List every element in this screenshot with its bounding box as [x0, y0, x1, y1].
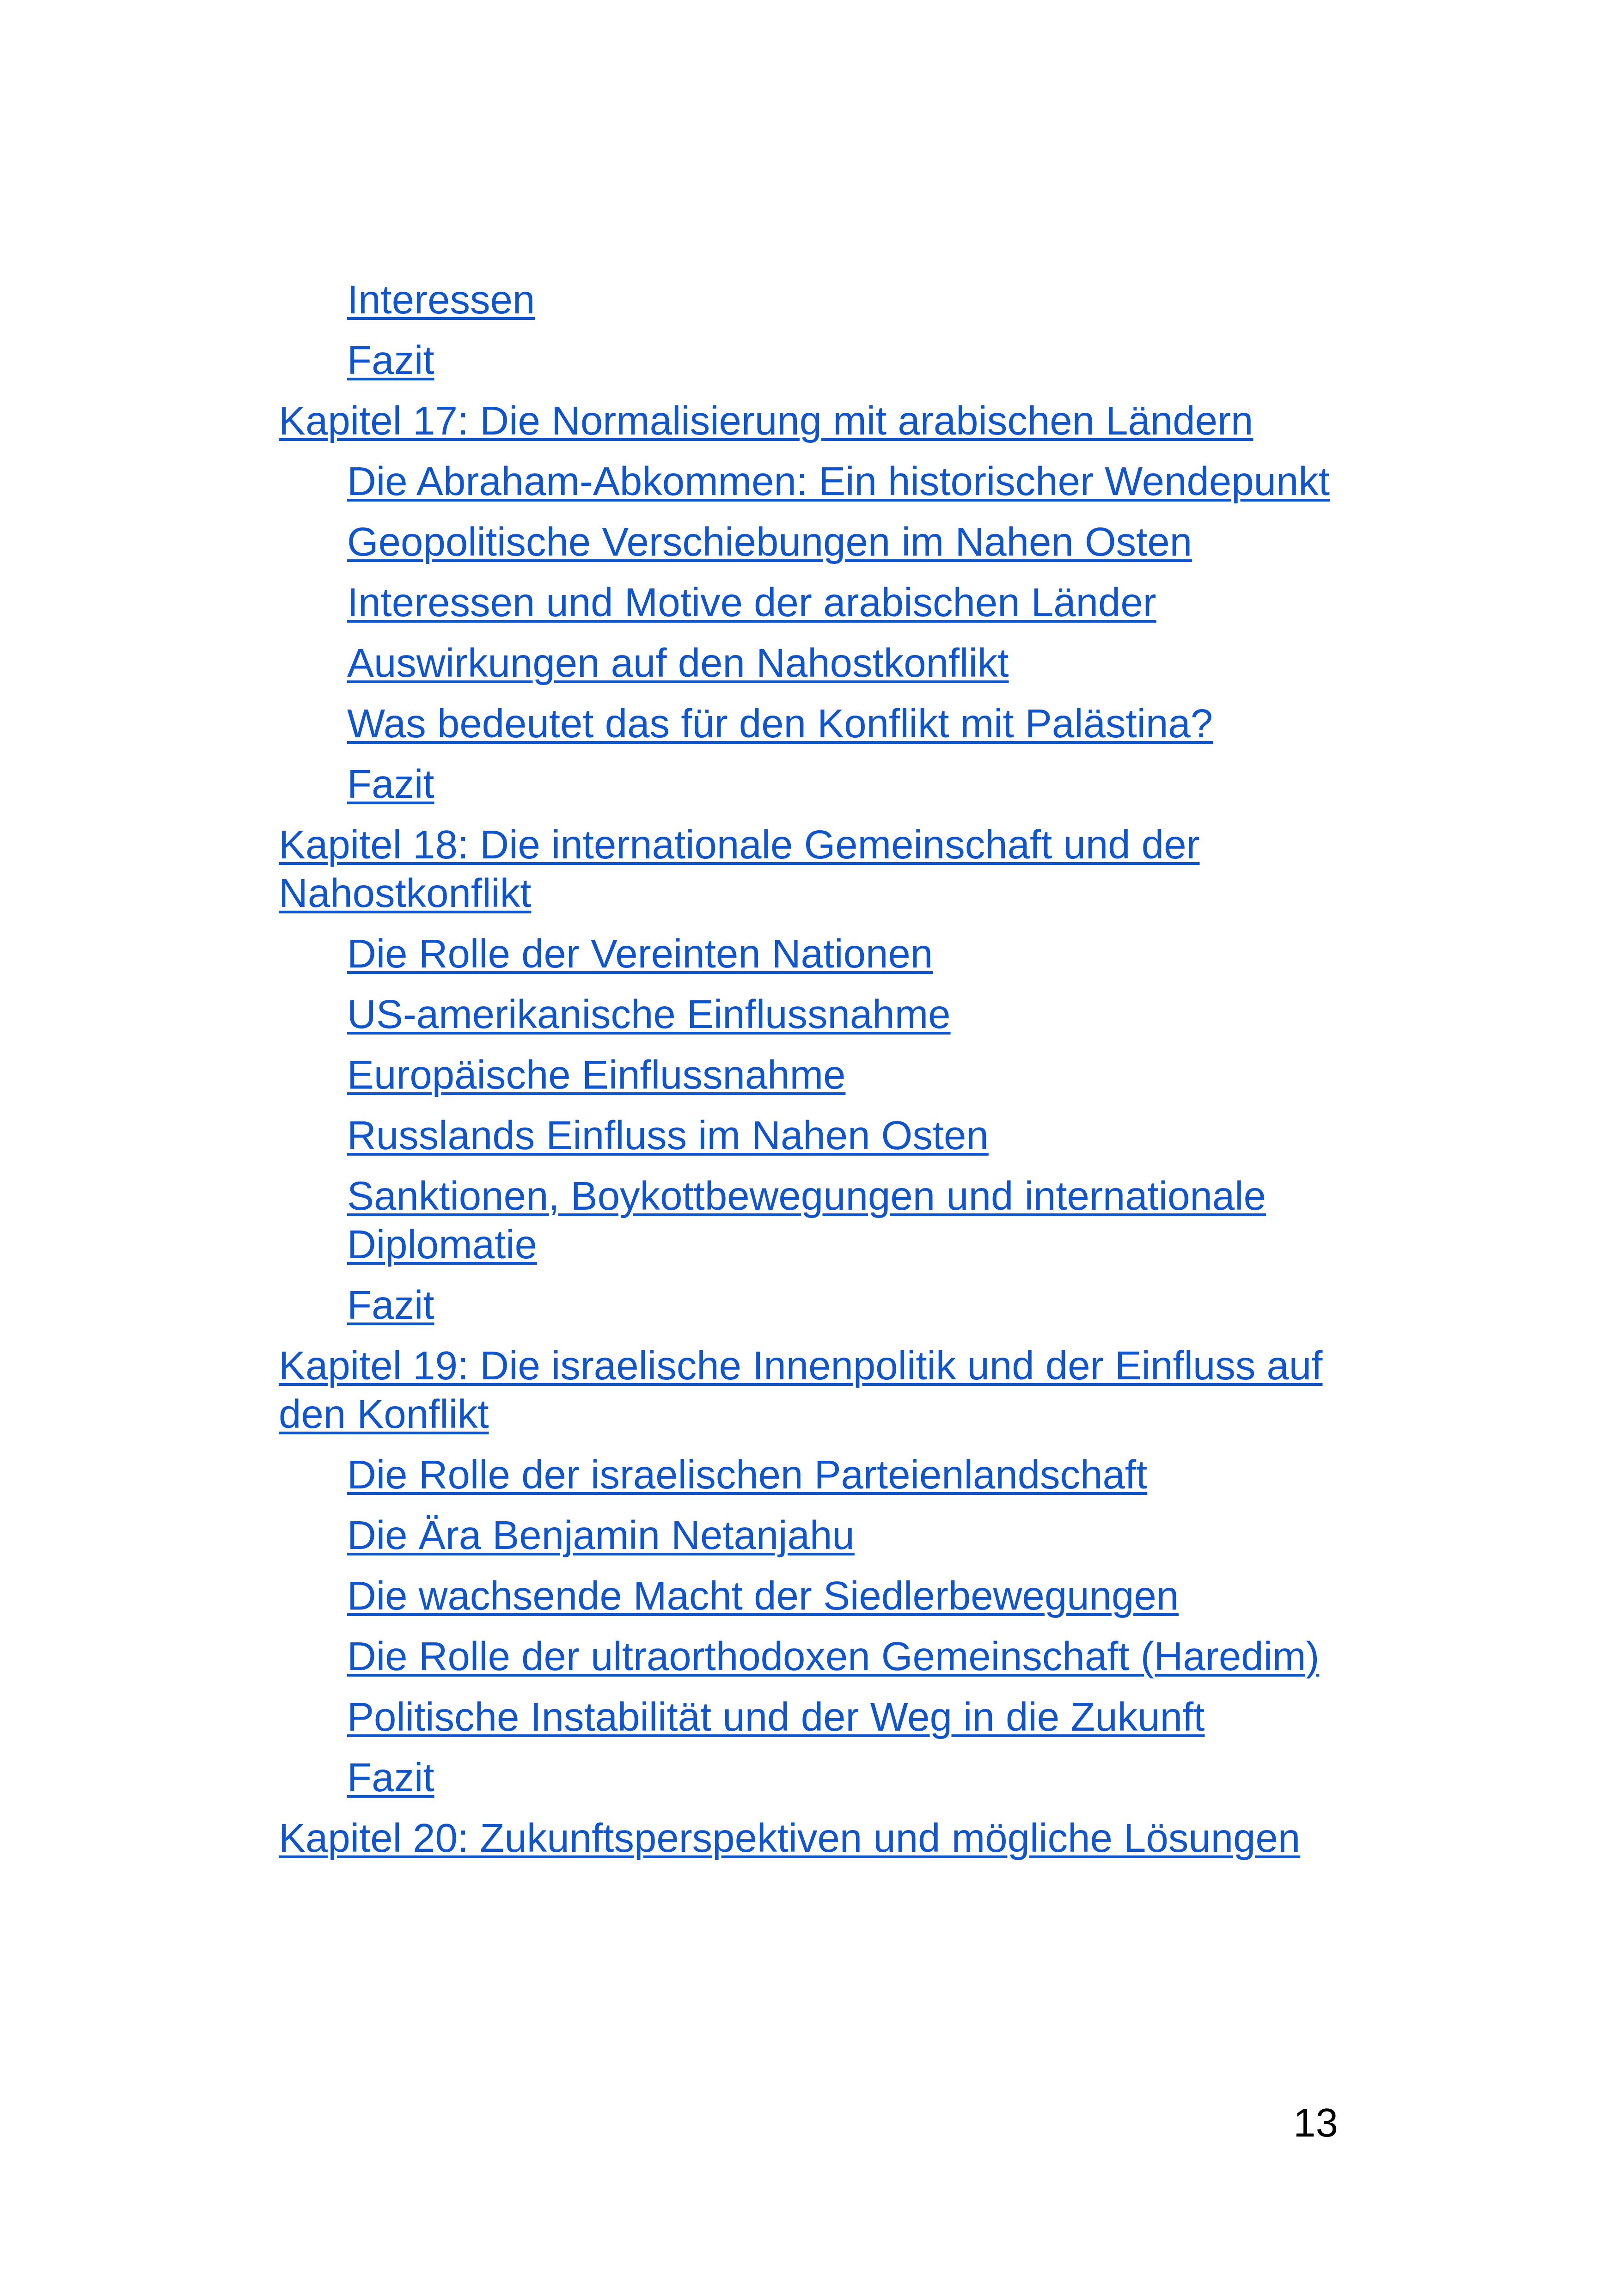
toc-link[interactable]: Die Abraham-Abkommen: Ein historischer Wendepunkt: [347, 459, 1330, 504]
toc-entry-auswirkungen: [279, 639, 1337, 687]
toc-link[interactable]: Fazit: [347, 1283, 434, 1328]
table-of-contents: [279, 276, 1337, 1874]
toc-chapter-18: [279, 820, 1337, 918]
toc-entry-us-einflussnahme: [279, 990, 1337, 1039]
toc-link[interactable]: Geopolitische Verschiebungen im Nahen Osten: [347, 520, 1192, 564]
toc-link[interactable]: Sanktionen, Boykottbewegungen und internationale Diplomatie: [347, 1174, 1266, 1267]
toc-entry-fazit: [279, 336, 1337, 385]
toc-chapter-17: [279, 397, 1337, 445]
toc-entry-haredim: [279, 1632, 1337, 1681]
toc-entry-geopolitische-verschiebungen: [279, 518, 1337, 566]
page-number: 13: [1293, 2100, 1338, 2145]
toc-link[interactable]: Die Rolle der Vereinten Nationen: [347, 931, 933, 976]
toc-link[interactable]: Interessen und Motive der arabischen Länder: [347, 580, 1156, 625]
toc-entry-fazit: [279, 760, 1337, 808]
toc-link[interactable]: US-amerikanische Einflussnahme: [347, 992, 951, 1037]
toc-entry-russlands-einfluss: [279, 1111, 1337, 1160]
toc-chapter-link[interactable]: Kapitel 20: Zukunftsperspektiven und mögliche Lösungen: [279, 1816, 1301, 1861]
toc-chapter-link[interactable]: Kapitel 18: Die internationale Gemeinschaft und der Nahostkonflikt: [279, 822, 1200, 916]
toc-entry-fazit: [279, 1753, 1337, 1802]
toc-entry-fazit: [279, 1281, 1337, 1329]
toc-entry-sanktionen: [279, 1172, 1337, 1269]
toc-link[interactable]: Fazit: [347, 762, 434, 807]
toc-link[interactable]: Die Ära Benjamin Netanjahu: [347, 1513, 855, 1558]
toc-link[interactable]: Interessen: [347, 277, 535, 322]
toc-entry-abraham-abkommen: [279, 457, 1337, 506]
toc-chapter-link[interactable]: Kapitel 17: Die Normalisierung mit arabischen Ländern: [279, 398, 1253, 443]
toc-chapter-20: [279, 1814, 1337, 1862]
toc-link[interactable]: Die Rolle der israelischen Parteienlandschaft: [347, 1452, 1148, 1497]
toc-entry-konflikt-palaestina: [279, 699, 1337, 748]
toc-entry-vereinte-nationen: [279, 930, 1337, 978]
toc-entry-interessen-motive: [279, 578, 1337, 627]
toc-link[interactable]: Was bedeutet das für den Konflikt mit Palästina?: [347, 701, 1213, 746]
toc-chapter-19: [279, 1341, 1337, 1439]
toc-link[interactable]: Fazit: [347, 1755, 434, 1800]
toc-chapter-link[interactable]: Kapitel 19: Die israelische Innenpolitik und der Einfluss auf den Konflikt: [279, 1343, 1323, 1437]
toc-entry-parteienlandschaft: [279, 1451, 1337, 1499]
toc-link[interactable]: Auswirkungen auf den Nahostkonflikt: [347, 641, 1009, 686]
toc-link[interactable]: Fazit: [347, 338, 434, 383]
toc-link[interactable]: Die Rolle der ultraorthodoxen Gemeinschaft (Haredim): [347, 1634, 1320, 1679]
toc-entry-europaeische-einflussnahme: [279, 1051, 1337, 1099]
toc-link[interactable]: Europäische Einflussnahme: [347, 1053, 846, 1097]
toc-entry-politische-instabilitaet: [279, 1693, 1337, 1741]
toc-link[interactable]: Russlands Einfluss im Nahen Osten: [347, 1113, 989, 1158]
toc-entry-interessen: [279, 276, 1337, 324]
toc-entry-siedlerbewegungen: [279, 1572, 1337, 1620]
toc-link[interactable]: Die wachsende Macht der Siedlerbewegungen: [347, 1574, 1179, 1618]
toc-link[interactable]: Politische Instabilität und der Weg in die Zukunft: [347, 1695, 1205, 1739]
toc-entry-aera-netanjahu: [279, 1511, 1337, 1560]
